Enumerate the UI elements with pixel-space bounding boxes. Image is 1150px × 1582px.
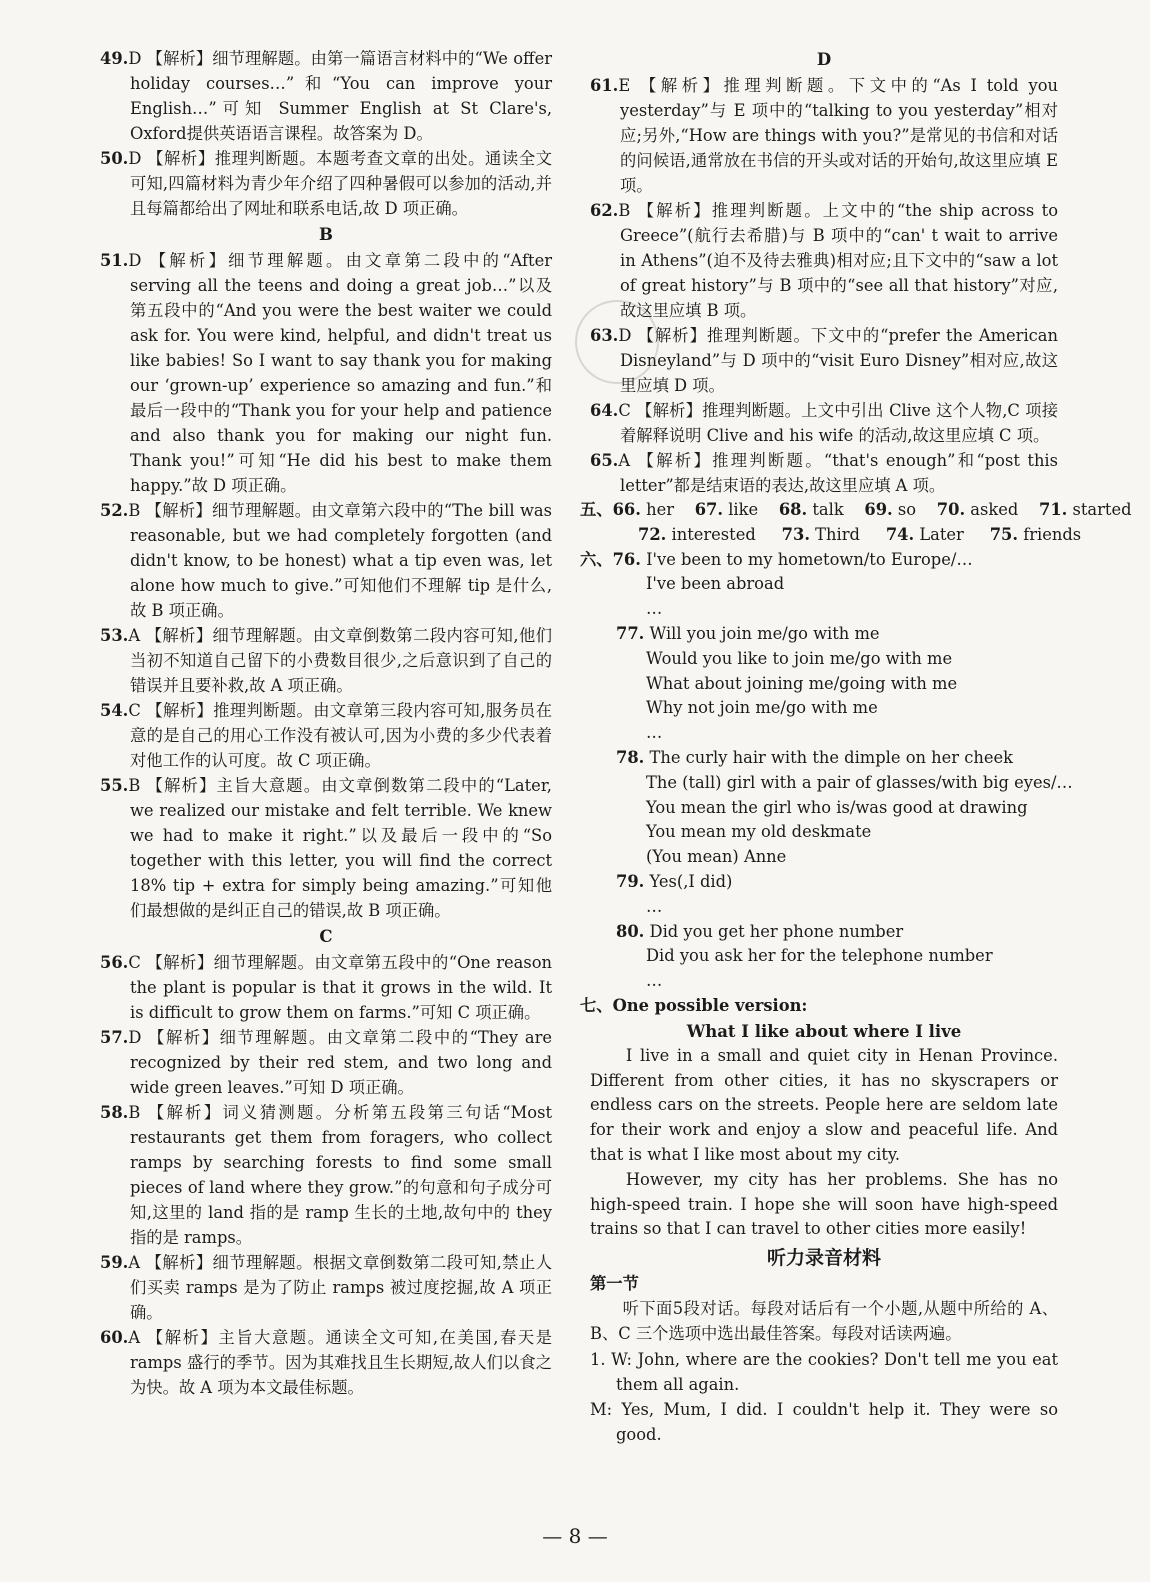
right-column	[580, 46, 1132, 1447]
answer-77: 77. Will you join me/go with me Would you like to join me/go with me What about joining me/going with me Why not join me/go with me …	[616, 623, 958, 743]
essay-paragraph-2: However, my city has her problems. She has no high-speed train. I hope she will soon have high-speed trains so that I can travel to other cities more easily!	[590, 1169, 1058, 1239]
section-five-row-2: 72. interested 73. Third 74. Later 75. friends	[638, 524, 1082, 544]
answer-78: 78. The curly hair with the dimple on her cheek The (tall) girl with a pair of glasses/with big eyes/… You mean the girl who is/was good at drawing You mean my old deskmate (You mean) Anne	[616, 747, 1073, 867]
listening-instruction: 听下面5段对话。每段对话后有一个小题,从题中所给的 A、B、C 三个选项中选出最佳答案。每段对话读两遍。	[590, 1298, 1058, 1343]
listening-script	[590, 1244, 1058, 1446]
essay-title: What I like about where I live	[686, 1021, 962, 1041]
answer-52: 52.B 【解析】细节理解题。由文章第六段中的“The bill was reasonable, but we had completely forgotten (and didn't know, to be honest) what a tip even was, let alone how much to give.”可知他们不理解 tip 是什么,故 B 项正确。	[100, 501, 552, 620]
answer-49: 49.D 【解析】细节理解题。由第一篇语言材料中的“We offer holiday courses…”和“You can improve your English…”可知 Summer English at St Clare's, Oxford提供英语语言课程。故答案为 D。	[100, 49, 552, 143]
answer-54: 54.C 【解析】推理判断题。由文章第三段内容可知,服务员在意的是自己的用心工作没有被认可,因为小费的多少代表着对他工作的认可度。故 C 项正确。	[100, 701, 552, 770]
dialogue-1-woman: 1. W: John, where are the cookies? Don't tell me you eat them all again.	[590, 1349, 1058, 1394]
left-column	[100, 46, 552, 1400]
answer-61: 61.E 【解析】推理判断题。下文中的“As I told you yesterday”与 E 项中的“talking to you yesterday”相对应;另外,“How are things with you?”是常见的书信和对话的问候语,通常放在书信的开头或对话的开始句,故这里应填 E 项。	[590, 76, 1058, 195]
answer-56: 56.C 【解析】细节理解题。由文章第五段中的“One reason the plant is popular is that it grows in the wild. It is difficult to grow them on farms.”可知 C 项正确。	[100, 953, 552, 1022]
answer-76: 六、76. I've been to my hometown/to Europe/… I've been abroad …	[580, 549, 973, 619]
section-c-heading: C	[319, 927, 333, 946]
dialogue-1-man: M: Yes, Mum, I did. I couldn't help it. They were so good.	[590, 1399, 1058, 1444]
writing-sample: 七、One possible version: What I like about where I live I live in a small and quiet city in Henan Province. Different from other cities, it has no skyscrapers or endless cars on the streets. People here are seldom late for their work and enjoy a slow and peaceful life. And that is what I like most about my city. However, my city has her problems. She has no high-speed train. I hope she will soon have high-speed trains so that I can travel to other cities more easily!	[590, 994, 1058, 1242]
answer-79: 79. Yes(,I did) …	[616, 871, 733, 916]
answer-53: 53.A 【解析】细节理解题。由文章倒数第二段内容可知,他们当初不知道自己留下的小费数目很少,之后意识到了自己的错误并且要补救,故 A 项正确。	[100, 626, 552, 695]
section-five-row-1: 五、66. her 67. like 68. talk 69. so 70. asked 71. started	[580, 500, 1132, 519]
answer-62: 62.B 【解析】推理判断题。上文中的“the ship across to Greece”(航行去希腊)与 B 项中的“can' t wait to arrive in Athens”(迫不及待去雅典)相对应;且下文中的“saw a lot of great history”与 B 项中的“see all that history”对应,故这里应填 B 项。	[590, 201, 1058, 320]
answer-60: 60.A 【解析】主旨大意题。通读全文可知,在美国,春天是 ramps 盛行的季节。因为其难找且生长期短,故人们以食之为快。故 A 项为本文最佳标题。	[100, 1328, 552, 1397]
answer-55: 55.B 【解析】主旨大意题。由文章倒数第二段中的“Later, we realized our mistake and felt terrible. We knew we had to make it right.”以及最后一段中的“So together with this letter, you will find the correct 18% tip + extra for simply being amazing.”可知他们最想做的是纠正自己的错误,故 B 项正确。	[100, 776, 552, 920]
essay-paragraph-1: I live in a small and quiet city in Henan Province. Different from other cities, it has no skyscrapers or endless cars on the streets. People here are seldom late for their work and enjoy a slow and peaceful life. And that is what I like most about my city.	[590, 1045, 1058, 1164]
answer-50: 50.D 【解析】推理判断题。本题考查文章的出处。通读全文可知,四篇材料为青少年介绍了四种暑假可以参加的活动,并且每篇都给出了网址和联系电话,故 D 项正确。	[100, 149, 552, 218]
answer-80: 80. Did you get her phone number Did you ask her for the telephone number …	[616, 921, 993, 991]
page-number: — 8 —	[542, 1524, 608, 1548]
answer-58: 58.B 【解析】词义猜测题。分析第五段第三句话“Most restaurants get them from foragers, who collect ramps by searching forests to find some small pieces of land where they grow.”的句意和句子成分可知,这里的 land 指的是 ramp 生长的土地,故句中的 they 指的是 ramps。	[100, 1103, 552, 1247]
listening-title: 听力录音材料	[766, 1247, 881, 1270]
answer-65: 65.A 【解析】推理判断题。“that's enough”和“post this letter”都是结束语的表达,故这里应填 A 项。	[590, 451, 1058, 495]
listening-section-1: 第一节	[590, 1274, 639, 1294]
answer-59: 59.A 【解析】细节理解题。根据文章倒数第二段可知,禁止人们买卖 ramps 是为了防止 ramps 被过度挖掘,故 A 项正确。	[100, 1253, 552, 1322]
answer-63: 63.D 【解析】推理判断题。下文中的“prefer the American Disneyland”与 D 项中的“visit Euro Disney”相对应,故这里应填 D 项。	[590, 326, 1058, 395]
section-b-heading: B	[319, 225, 333, 244]
answer-51: 51.D 【解析】细节理解题。由文章第二段中的“After serving all the teens and doing a great job…”以及第五段中的“And you were the best waiter we could ask for. You were kind, helpful, and didn't treat us like babies! So I want to say thank you for making our ‘grown-up’ experience so amazing and fun.”和最后一段中的“Thank you for your help and patience and also thank you for making our night fun. Thank you!”可知“He did his best to make them happy.”故 D 项正确。	[100, 251, 552, 495]
answer-57: 57.D 【解析】细节理解题。由文章第二段中的“They are recognized by their red stem, and two long and wide green leaves.”可知 D 项正确。	[100, 1028, 552, 1097]
answer-64: 64.C 【解析】推理判断题。上文中引出 Clive 这个人物,C 项接着解释说明 Clive and his wife 的活动,故这里应填 C 项。	[590, 401, 1058, 445]
section-d-heading: D	[816, 50, 832, 69]
faded-stamp	[575, 300, 659, 384]
